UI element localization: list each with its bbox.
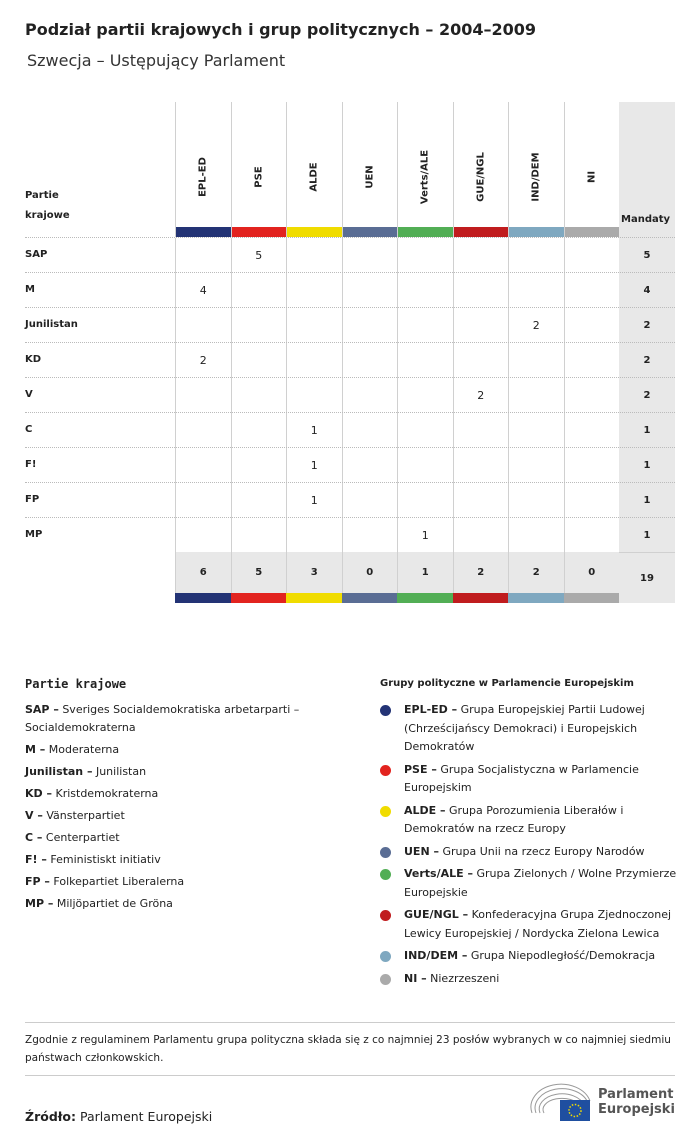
group-header-gue-ngl [453, 102, 509, 237]
party-abbr: FP – [25, 875, 50, 888]
group-color-bar [397, 593, 453, 603]
seat-cell [231, 378, 287, 413]
seat-cell [175, 413, 231, 448]
seat-cell [286, 238, 342, 273]
seat-cell [453, 343, 509, 378]
row-total: 5 [643, 250, 651, 261]
group-color-bar [564, 593, 620, 603]
seat-cell [564, 518, 620, 553]
group-header-label: GUE/NGL [475, 152, 487, 202]
seat-cell [453, 308, 509, 343]
seat-cell [231, 413, 287, 448]
group-header-label: ALDE [308, 162, 320, 192]
party-full-name: Kristdemokraterna [55, 787, 159, 800]
party-name: KD [25, 354, 42, 365]
party-legend-item [25, 829, 345, 847]
seat-cell [286, 308, 342, 343]
party-header: Partie krajowe [25, 190, 70, 221]
hemicycle-logo-icon [528, 1083, 594, 1123]
group-color-bar [509, 227, 564, 237]
party-name: V [25, 389, 33, 400]
seat-cell [231, 483, 287, 518]
party-name: C [25, 424, 33, 435]
party-legend-item [25, 701, 345, 737]
seat-cell [175, 483, 231, 518]
color-dot-icon [380, 806, 391, 817]
seat-cell [453, 273, 509, 308]
seat-cell [564, 308, 620, 343]
color-dot-icon [380, 765, 391, 776]
row-total: 1 [643, 495, 651, 506]
party-abbr: M – [25, 743, 46, 756]
row-total: 2 [643, 320, 651, 331]
group-total: 0 [342, 552, 398, 593]
seat-cell: 1 [286, 413, 342, 448]
table-row [25, 447, 675, 482]
group-color-bar [287, 227, 342, 237]
seat-cell [508, 413, 564, 448]
seat-cell [453, 238, 509, 273]
color-dot-icon [380, 869, 391, 880]
seat-cell [342, 483, 398, 518]
seat-cell [397, 308, 453, 343]
seat-cell: 2 [175, 343, 231, 378]
page-title: Podział partii krajowych i grup politycznych – 2004–2009 [25, 20, 537, 39]
page-subtitle: Szwecja – Ustępujący Parlament [27, 51, 286, 70]
group-color-bar [453, 593, 509, 603]
group-header-alde [286, 102, 342, 237]
party-name: FP [25, 494, 40, 505]
group-full-name: Grupa Unii na rzecz Europy Narodów [442, 844, 645, 858]
row-total: 1 [643, 460, 651, 471]
group-legend-item [380, 865, 680, 902]
table-header [25, 102, 675, 237]
party-legend-title: Partie krajowe [25, 677, 127, 691]
color-dot-icon [380, 974, 391, 985]
group-legend-item [380, 906, 680, 943]
seat-cell [342, 343, 398, 378]
party-full-name: Folkepartiet Liberalerna [53, 875, 185, 888]
party-legend-item [25, 807, 345, 825]
group-abbr: UEN – [404, 844, 439, 858]
seat-cell [397, 448, 453, 483]
group-header-ind-dem [508, 102, 564, 237]
group-header-ni [564, 102, 620, 237]
seat-cell: 1 [286, 483, 342, 518]
party-legend-item [25, 741, 345, 759]
seat-cell [175, 378, 231, 413]
group-header-label: EPL-ED [197, 157, 209, 197]
party-full-name: Feministiskt initiativ [50, 853, 161, 866]
group-totals-row [175, 552, 619, 603]
group-header-pse [231, 102, 287, 237]
group-full-name: Konfederacyjna Grupa Zjednoczonej Lewicy Europejskiej / Nordycka Zielona Lewica [404, 908, 672, 940]
seat-cell [231, 518, 287, 553]
group-header-epl-ed [175, 102, 231, 237]
group-legend-item [380, 843, 680, 862]
footnote: Zgodnie z regulaminem Parlamentu grupa polityczna składa się z co najmniej 23 posłów wybranych w co najmniej siedmiu państwach członkowskich. [25, 1022, 675, 1076]
party-legend-item [25, 895, 345, 913]
group-header-label: UEN [364, 165, 376, 189]
party-full-name: Sveriges Socialdemokratiska arbetarparti – Socialdemokraterna [25, 703, 300, 734]
table-row [25, 307, 675, 342]
group-full-name: Grupa Niepodległość/Demokracja [470, 949, 656, 962]
group-abbr: PSE – [404, 762, 437, 776]
seat-cell [175, 518, 231, 553]
seat-cell [397, 378, 453, 413]
seat-cell [286, 273, 342, 308]
group-total: 5 [231, 552, 287, 593]
party-name: F! [25, 459, 37, 470]
seat-cell [453, 413, 509, 448]
row-total: 4 [643, 285, 651, 296]
party-abbr: KD – [25, 787, 52, 800]
row-total: 2 [643, 390, 651, 401]
seat-cell [175, 448, 231, 483]
group-color-bar [565, 227, 620, 237]
seat-cell [564, 413, 620, 448]
seat-cell [342, 273, 398, 308]
party-abbr: V – [25, 809, 43, 822]
seat-cell [397, 343, 453, 378]
seat-cell [453, 448, 509, 483]
seat-cell [397, 413, 453, 448]
seat-cell: 5 [231, 238, 287, 273]
logo-line2: Europejski [598, 1102, 675, 1117]
group-abbr: IND/DEM – [404, 949, 468, 962]
party-legend-item [25, 763, 345, 781]
party-full-name: Vänsterpartiet [46, 809, 125, 822]
party-full-name: Junilistan [95, 765, 147, 778]
group-total: 1 [397, 552, 453, 593]
group-legend-item [380, 701, 680, 757]
seat-cell [286, 378, 342, 413]
seat-cell [508, 378, 564, 413]
seat-cell: 2 [508, 308, 564, 343]
seat-cell [231, 448, 287, 483]
row-total: 1 [643, 530, 651, 541]
seat-cell [397, 273, 453, 308]
group-full-name: Grupa Europejskiej Partii Ludowej (Chrześcijańscy Demokraci) i Europejskich Demokratów [404, 703, 645, 753]
group-abbr: Verts/ALE – [404, 867, 473, 880]
seat-cell [175, 238, 231, 273]
party-full-name: Miljöpartiet de Gröna [56, 897, 173, 910]
logo-line1: Parlament [598, 1087, 674, 1102]
seat-cell [342, 308, 398, 343]
seat-cell [286, 343, 342, 378]
group-total: 3 [286, 552, 342, 593]
group-header-verts-ale [397, 102, 453, 237]
seat-cell [342, 238, 398, 273]
seat-cell: 2 [453, 378, 509, 413]
group-header-label: NI [586, 170, 598, 184]
seat-cell [508, 273, 564, 308]
group-color-bar [398, 227, 453, 237]
group-color-bar [454, 227, 509, 237]
seat-cell [175, 308, 231, 343]
seat-cell: 1 [397, 518, 453, 553]
seat-cell [231, 273, 287, 308]
party-name: Junilistan [25, 319, 78, 330]
group-header-label: Verts/ALE [419, 149, 431, 205]
color-dot-icon [380, 705, 391, 716]
party-full-name: Moderaterna [48, 743, 120, 756]
party-legend-item [25, 851, 345, 869]
seat-cell [564, 273, 620, 308]
group-header-label: PSE [253, 166, 265, 188]
seat-cell [508, 448, 564, 483]
seat-cell [397, 238, 453, 273]
party-abbr: F! – [25, 853, 47, 866]
table-row [25, 237, 675, 272]
seat-cell: 4 [175, 273, 231, 308]
seat-cell [508, 518, 564, 553]
table-row [25, 377, 675, 412]
seat-cell [564, 448, 620, 483]
seat-cell [286, 518, 342, 553]
source [25, 1109, 212, 1124]
group-color-bar [508, 593, 564, 603]
seat-cell [397, 483, 453, 518]
group-abbr: ALDE – [404, 803, 446, 817]
group-legend [380, 678, 680, 992]
group-abbr: NI – [404, 971, 427, 985]
party-legend-item [25, 785, 345, 803]
table-row [25, 517, 675, 552]
group-abbr: GUE/NGL – [404, 908, 469, 921]
seat-cell [453, 518, 509, 553]
seat-cell [564, 238, 620, 273]
party-name: M [25, 284, 35, 295]
seat-cell [231, 308, 287, 343]
seat-cell [342, 448, 398, 483]
party-abbr: MP – [25, 897, 54, 910]
parliament-logo [528, 1083, 678, 1123]
seat-cell [342, 378, 398, 413]
color-dot-icon [380, 847, 391, 858]
group-color-bar [175, 593, 231, 603]
seat-cell [231, 343, 287, 378]
seat-cell [564, 378, 620, 413]
row-total: 1 [643, 425, 651, 436]
party-abbr: SAP – [25, 703, 59, 716]
group-full-name: Grupa Porozumienia Liberałów i Demokratów na rzecz Europy [404, 803, 624, 835]
source-label: Źródło: [25, 1109, 76, 1124]
seat-cell [453, 483, 509, 518]
group-legend-item [380, 802, 680, 839]
group-color-bar [286, 593, 342, 603]
color-dot-icon [380, 951, 391, 962]
group-legend-item [380, 970, 680, 989]
seat-cell [508, 483, 564, 518]
seat-cell [508, 238, 564, 273]
group-color-bar [342, 593, 398, 603]
group-full-name: Grupa Socjalistyczna w Parlamencie Europejskim [404, 762, 639, 794]
group-legend-item [380, 761, 680, 798]
group-full-name: Grupa Zielonych / Wolne Przymierze Europejskie [404, 867, 677, 899]
color-dot-icon [380, 910, 391, 921]
party-name: SAP [25, 249, 48, 260]
group-total: 2 [508, 552, 564, 593]
seat-cell: 1 [286, 448, 342, 483]
group-header-label: IND/DEM [530, 152, 542, 202]
group-abbr: EPL-ED – [404, 703, 458, 716]
group-header-uen [342, 102, 398, 237]
party-abbr: C – [25, 831, 43, 844]
group-color-bar [231, 593, 287, 603]
party-name: MP [25, 529, 43, 540]
group-total: 0 [564, 552, 620, 593]
grand-total: 19 [619, 552, 675, 603]
party-abbr: Junilistan – [25, 765, 93, 778]
group-total: 2 [453, 552, 509, 593]
seat-cell [564, 343, 620, 378]
table-row [25, 482, 675, 517]
row-total: 2 [643, 355, 651, 366]
table-row [25, 342, 675, 377]
seat-cell [564, 483, 620, 518]
group-total: 6 [175, 552, 231, 593]
table-row [25, 412, 675, 447]
party-legend-item [25, 873, 345, 891]
seat-cell [342, 413, 398, 448]
group-color-bar [232, 227, 287, 237]
table-row [25, 272, 675, 307]
party-full-name: Centerpartiet [45, 831, 120, 844]
group-color-bar [343, 227, 398, 237]
seat-cell [508, 343, 564, 378]
party-legend [25, 677, 345, 917]
group-legend-item [380, 947, 680, 966]
seat-cell [342, 518, 398, 553]
source-value: Parlament Europejski [79, 1109, 213, 1124]
mandates-header: Mandaty [621, 214, 671, 225]
group-color-bar [176, 227, 231, 237]
group-full-name: Niezrzeszeni [430, 971, 500, 985]
group-legend-title: Grupy polityczne w Parlamencie Europejskim [380, 678, 634, 689]
